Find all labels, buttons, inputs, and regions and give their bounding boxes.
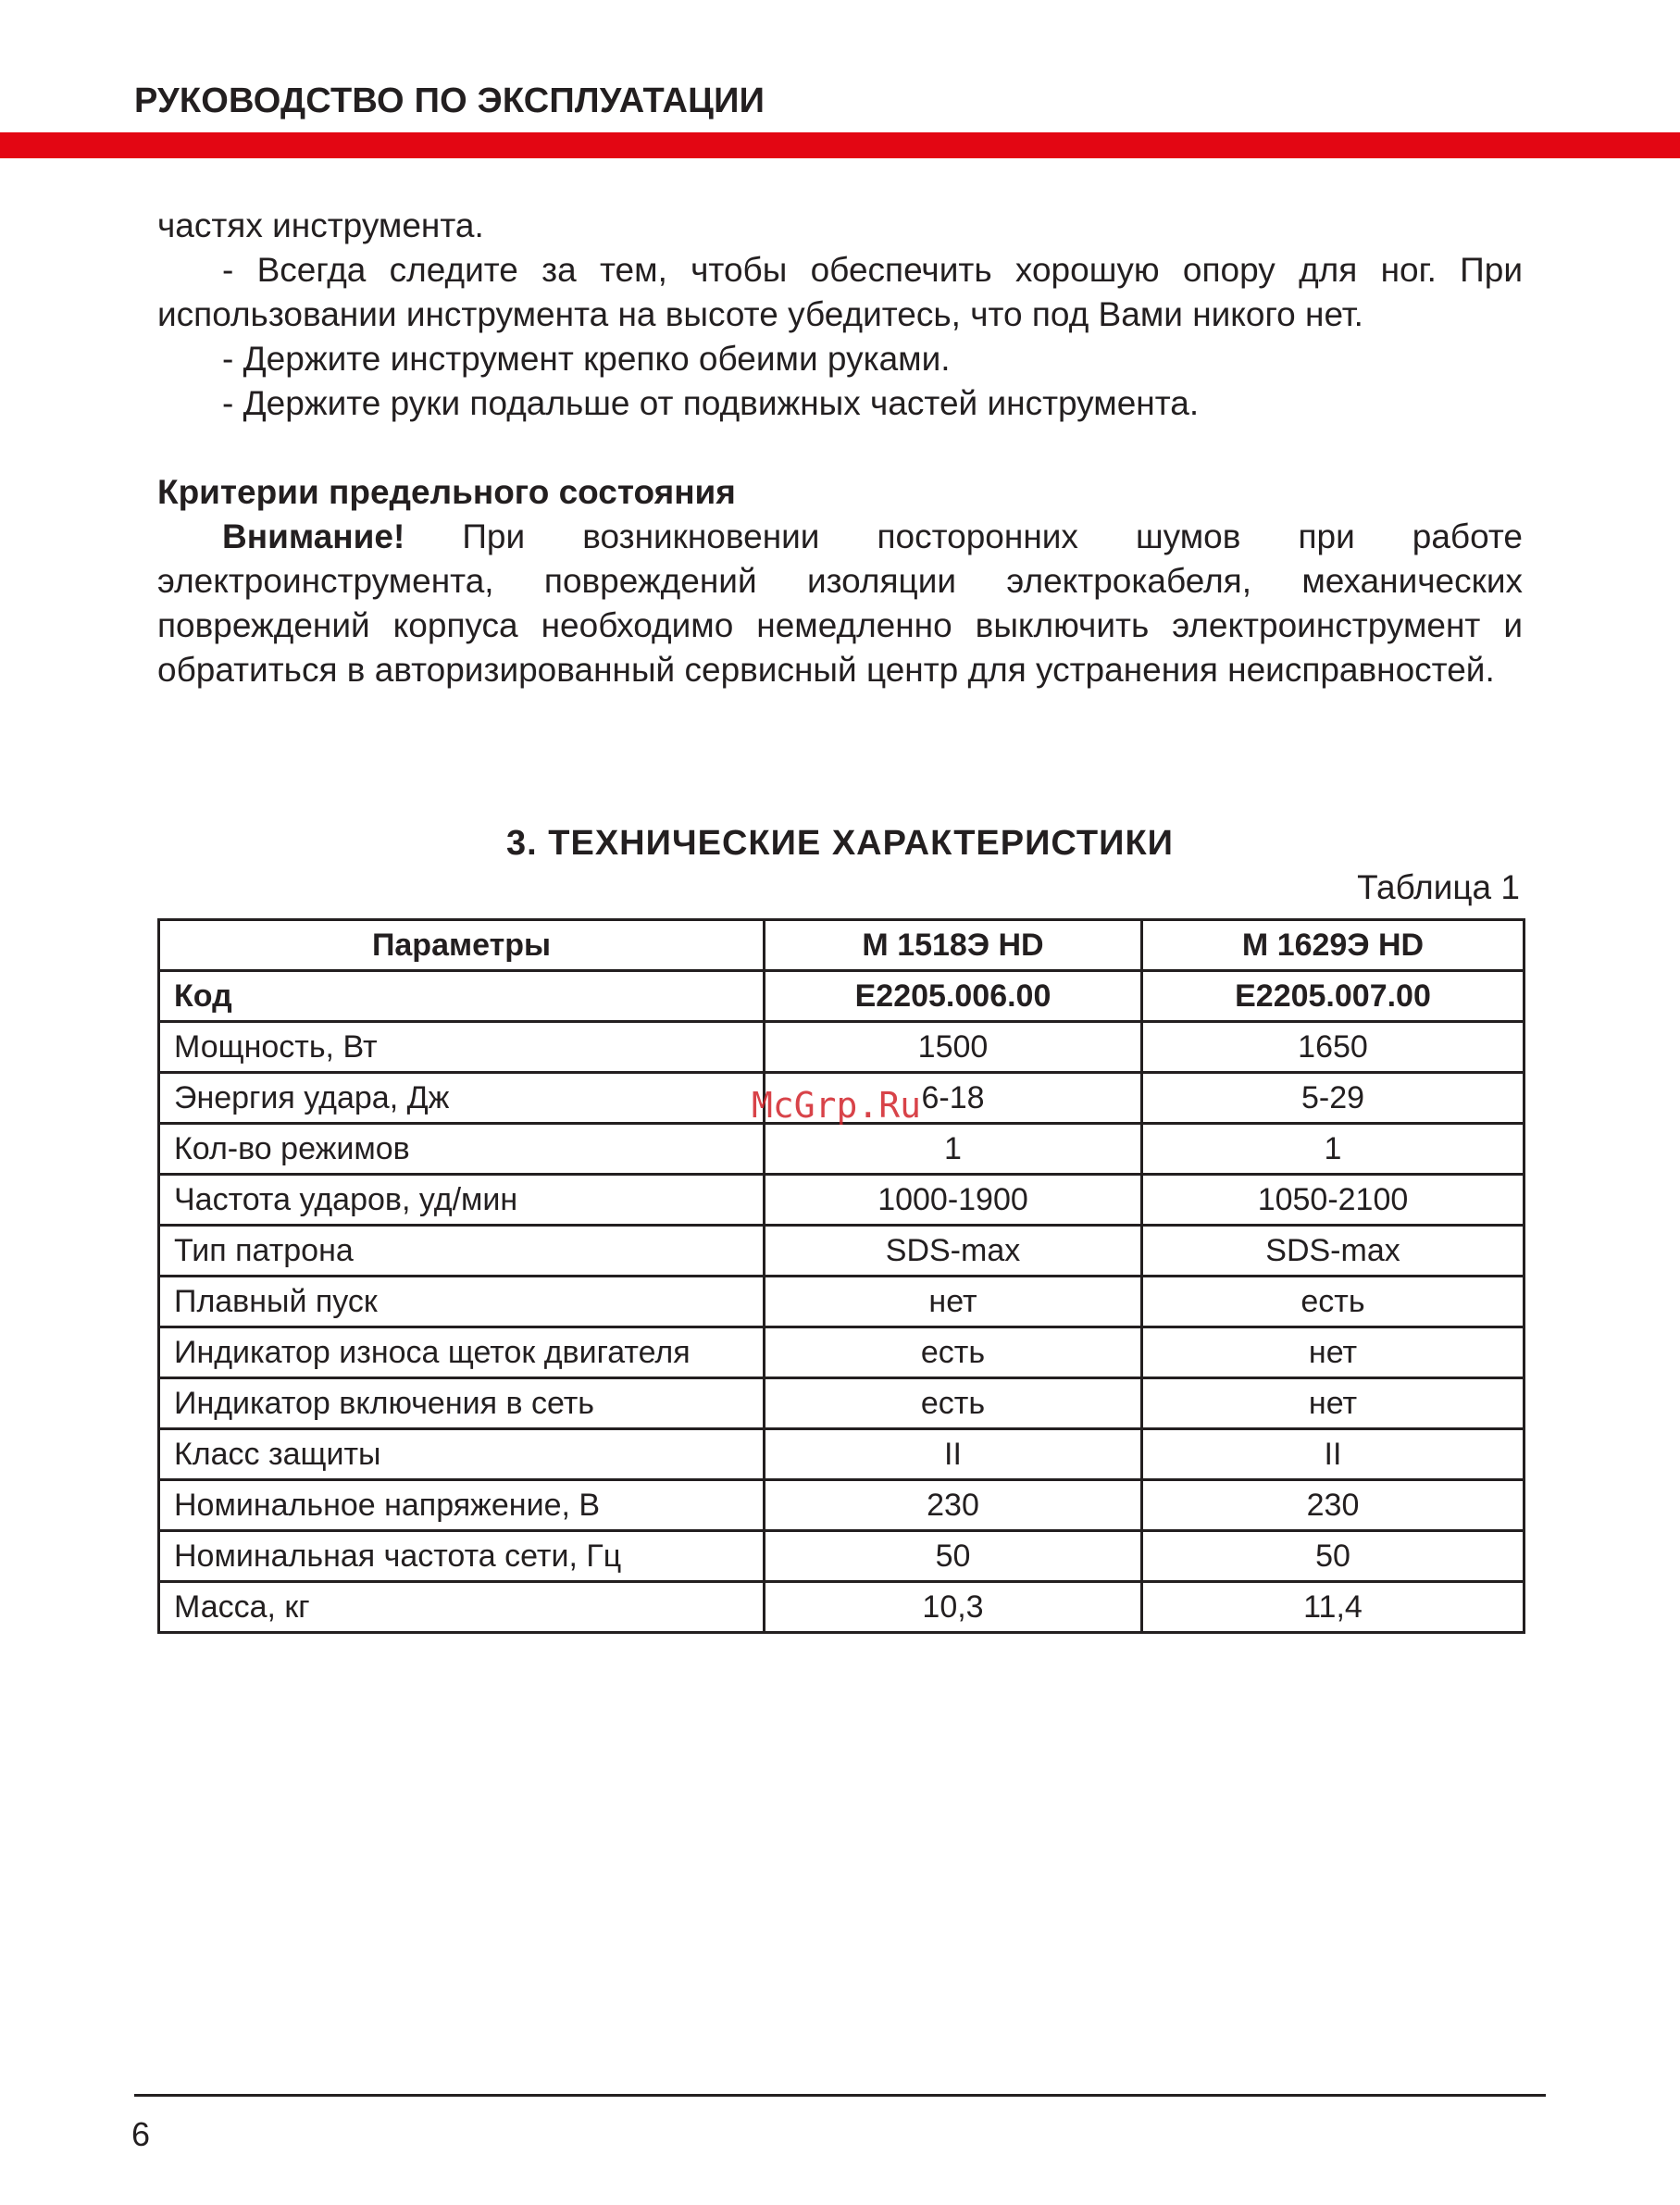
criteria-paragraph: [157, 515, 1523, 692]
safety-item-footing: - Всегда следите за тем, чтобы обеспечить хорошую опору для ног. При использовании инструмента на высоте убедитесь, что под Вами никого нет.: [157, 251, 1523, 333]
specifications-table: [157, 918, 1525, 1634]
table-row: [159, 1429, 1524, 1480]
value-cell-m1629: 5-29: [1142, 1073, 1524, 1124]
table-row: [159, 1327, 1524, 1378]
value-cell-m1518: есть: [765, 1378, 1142, 1429]
value-cell-m1518: 10,3: [765, 1582, 1142, 1633]
table-row: [159, 1124, 1524, 1175]
header-red-band: [0, 132, 1680, 158]
param-cell: Класс защиты: [159, 1429, 765, 1480]
value-cell-m1518: SDS-max: [765, 1226, 1142, 1277]
page-header-title: РУКОВОДСТВО ПО ЭКСПЛУАТАЦИИ: [134, 81, 765, 120]
value-cell-m1629: 11,4: [1142, 1582, 1524, 1633]
value-cell-m1629: 1650: [1142, 1022, 1524, 1073]
header-parameters: Параметры: [159, 920, 765, 971]
value-cell-m1518: Е2205.006.00: [765, 971, 1142, 1022]
page-number: 6: [131, 2115, 151, 2153]
value-cell-m1629: нет: [1142, 1378, 1524, 1429]
value-cell-m1629: SDS-max: [1142, 1226, 1524, 1277]
table-row-code: [159, 971, 1524, 1022]
value-cell-m1629: Е2205.007.00: [1142, 971, 1524, 1022]
value-cell-m1518: 6-18: [765, 1073, 1142, 1124]
table-row: [159, 1226, 1524, 1277]
table-row: [159, 1531, 1524, 1582]
value-cell-m1629: 1: [1142, 1124, 1524, 1175]
value-cell-m1518: 1000-1900: [765, 1175, 1142, 1226]
param-cell: Частота ударов, уд/мин: [159, 1175, 765, 1226]
table-caption: Таблица 1: [1357, 868, 1520, 906]
value-cell-m1518: 230: [765, 1480, 1142, 1531]
footer-rule: [134, 2094, 1546, 2097]
table-row: [159, 1480, 1524, 1531]
param-cell: Индикатор включения в сеть: [159, 1378, 765, 1429]
header-model-m1518: М 1518Э HD: [765, 920, 1142, 971]
value-cell-m1518: 50: [765, 1531, 1142, 1582]
safety-continuation: частях инструмента.: [157, 206, 484, 244]
value-cell-m1629: нет: [1142, 1327, 1524, 1378]
table-row: [159, 1175, 1524, 1226]
param-cell: Масса, кг: [159, 1582, 765, 1633]
attention-text: При возникновении посторонних шумов при работе электроинструмента, повреждений изоляции электрокабеля, механических повреждений корпуса необходимо немедленно выключить электроинструмент и обратиться в авторизированный сервисный центр для устранения неисправностей.: [157, 517, 1523, 689]
watermark: McGrp.Ru: [752, 1085, 922, 1126]
table-row: [159, 1378, 1524, 1429]
value-cell-m1518: 1500: [765, 1022, 1142, 1073]
criteria-heading: Критерии предельного состояния: [157, 473, 736, 511]
value-cell-m1518: 1: [765, 1124, 1142, 1175]
attention-label: Внимание!: [222, 517, 405, 555]
param-cell: Кол-во режимов: [159, 1124, 765, 1175]
param-cell: Энергия удара, Дж: [159, 1073, 765, 1124]
value-cell-m1629: есть: [1142, 1277, 1524, 1327]
table-row: [159, 1022, 1524, 1073]
table-row: [159, 1277, 1524, 1327]
value-cell-m1518: есть: [765, 1327, 1142, 1378]
safety-item-grip: - Держите инструмент крепко обеими руками.: [222, 340, 951, 378]
param-cell: Номинальное напряжение, В: [159, 1480, 765, 1531]
safety-item-hands: - Держите руки подальше от подвижных частей инструмента.: [222, 384, 1200, 422]
value-cell-m1518: нет: [765, 1277, 1142, 1327]
value-cell-m1629: 50: [1142, 1531, 1524, 1582]
value-cell-m1629: 1050-2100: [1142, 1175, 1524, 1226]
value-cell-m1518: II: [765, 1429, 1142, 1480]
value-cell-m1629: II: [1142, 1429, 1524, 1480]
value-cell-m1629: 230: [1142, 1480, 1524, 1531]
table-row: [159, 1582, 1524, 1633]
table-header-row: [159, 920, 1524, 971]
header-model-m1629: М 1629Э HD: [1142, 920, 1524, 971]
param-cell: Тип патрона: [159, 1226, 765, 1277]
param-cell: Код: [159, 971, 765, 1022]
param-cell: Индикатор износа щеток двигателя: [159, 1327, 765, 1378]
section-title: 3. ТЕХНИЧЕСКИЕ ХАРАКТЕРИСТИКИ: [506, 824, 1174, 863]
param-cell: Номинальная частота сети, Гц: [159, 1531, 765, 1582]
param-cell: Плавный пуск: [159, 1277, 765, 1327]
param-cell: Мощность, Вт: [159, 1022, 765, 1073]
